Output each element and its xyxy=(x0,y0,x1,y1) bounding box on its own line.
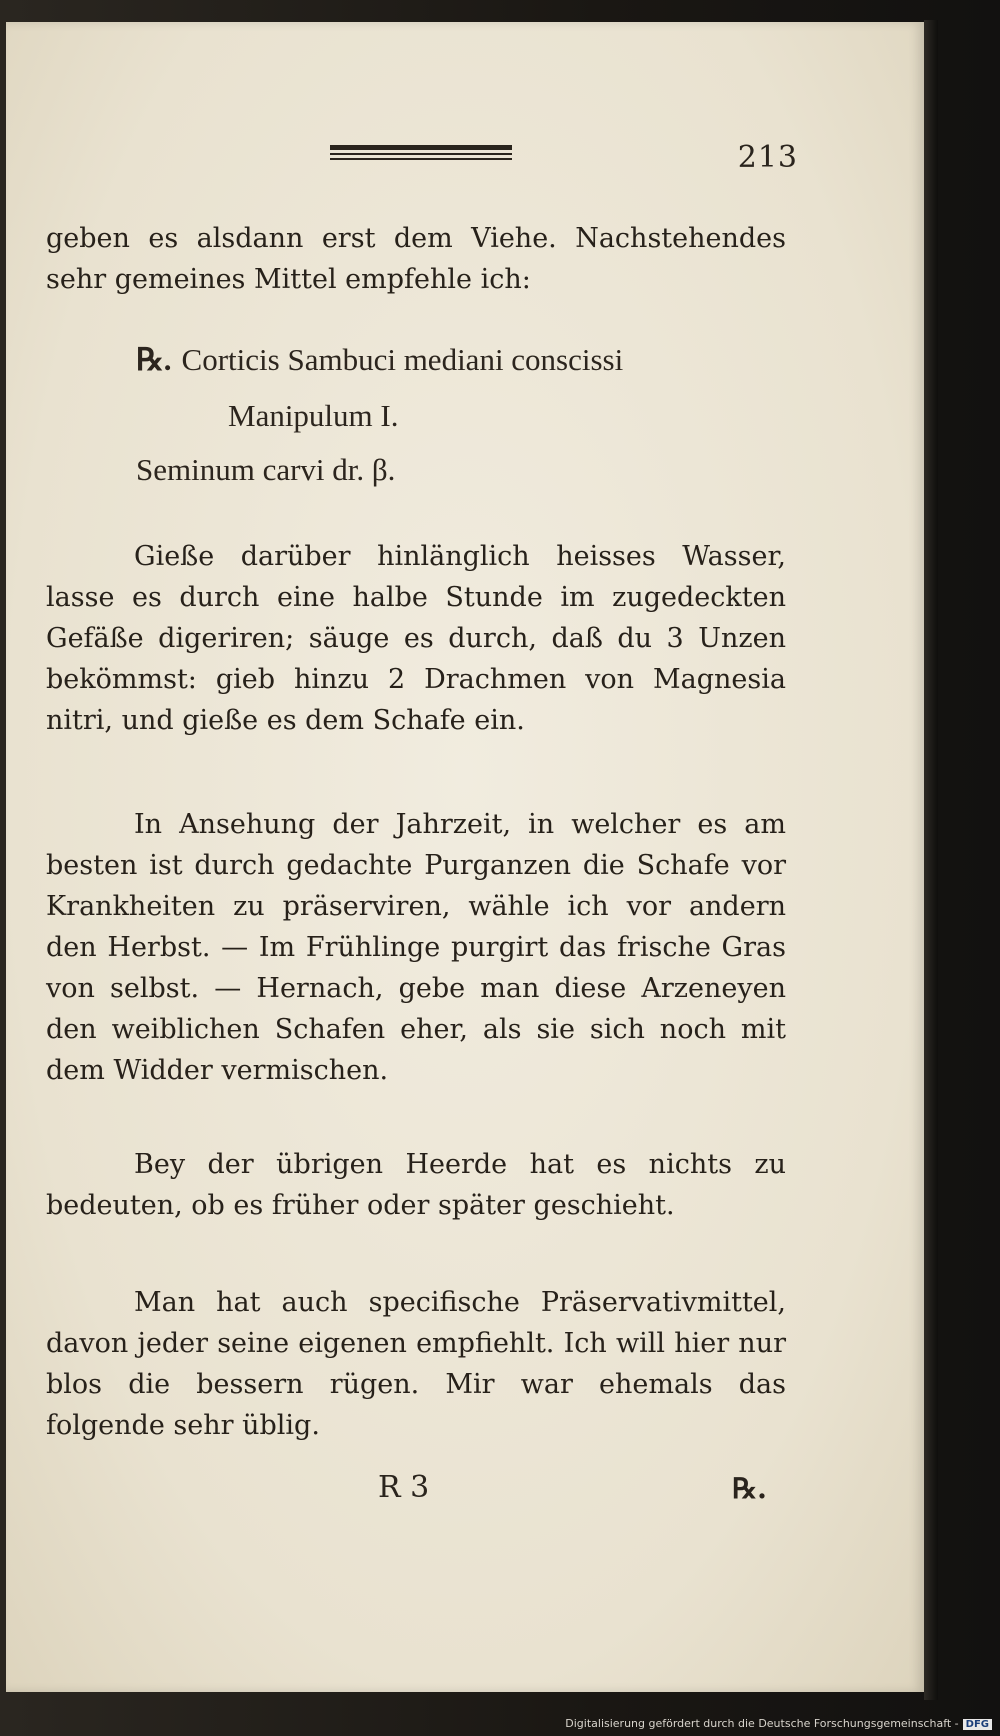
page-edge xyxy=(924,20,938,1700)
recipe-line-3: Seminum carvi dr. β. xyxy=(136,452,396,487)
recipe-sign: ℞. xyxy=(136,342,172,377)
recipe-line-1: ℞. Corticis Sambuci mediani conscissi xyxy=(136,342,624,377)
paragraph-1: geben es alsdann erst dem Viehe. Nachstehendes sehr gemeines Mittel empfehle ich: xyxy=(46,223,786,295)
recipe-line-2: Manipulum I. xyxy=(228,398,399,433)
header-rule xyxy=(330,145,512,167)
paragraph-4: Bey der übrigen Heerde hat es nichts zu bedeuten, ob es früher oder später geschieht. xyxy=(46,1149,786,1221)
paragraph-2: Gieße darüber hinlänglich heisses Wasser, lasse es durch eine halbe Stunde im zugedeckten Gefäße digeriren; säuge es durch, daß du 3 Unzen bekömmst: gieb hinzu 2 Drachmen von Magnesia nitri, und gieße es dem Schafe ein. xyxy=(46,541,786,736)
dfg-logo: DFG xyxy=(963,1719,992,1730)
catchword: ℞. xyxy=(732,1472,767,1505)
signature-mark: R 3 xyxy=(378,1470,430,1505)
paragraph-3: In Ansehung der Jahrzeit, in welcher es am besten ist durch gedachte Purganzen die Schafe vor Krankheiten zu präserviren, wähle ich vor andern den Herbst. — Im Frühlinge purgirt das frische Gras von selbst. — Hernach, gebe man diese Arzeneyen den weiblichen Schafen eher, als sie sich noch mit dem Widder vermischen. xyxy=(46,809,786,1086)
digitization-credit: Digitalisierung gefördert durch die Deutsche Forschungsgemeinschaft - DFG xyxy=(540,1717,992,1733)
paragraph-5: Man hat auch specifische Präservativmittel, davon jeder seine eigenen empfiehlt. Ich will hier nur blos die bessern rügen. Mir war ehemals das folgende sehr üblig. xyxy=(46,1287,786,1441)
page-number: 213 xyxy=(737,140,798,175)
